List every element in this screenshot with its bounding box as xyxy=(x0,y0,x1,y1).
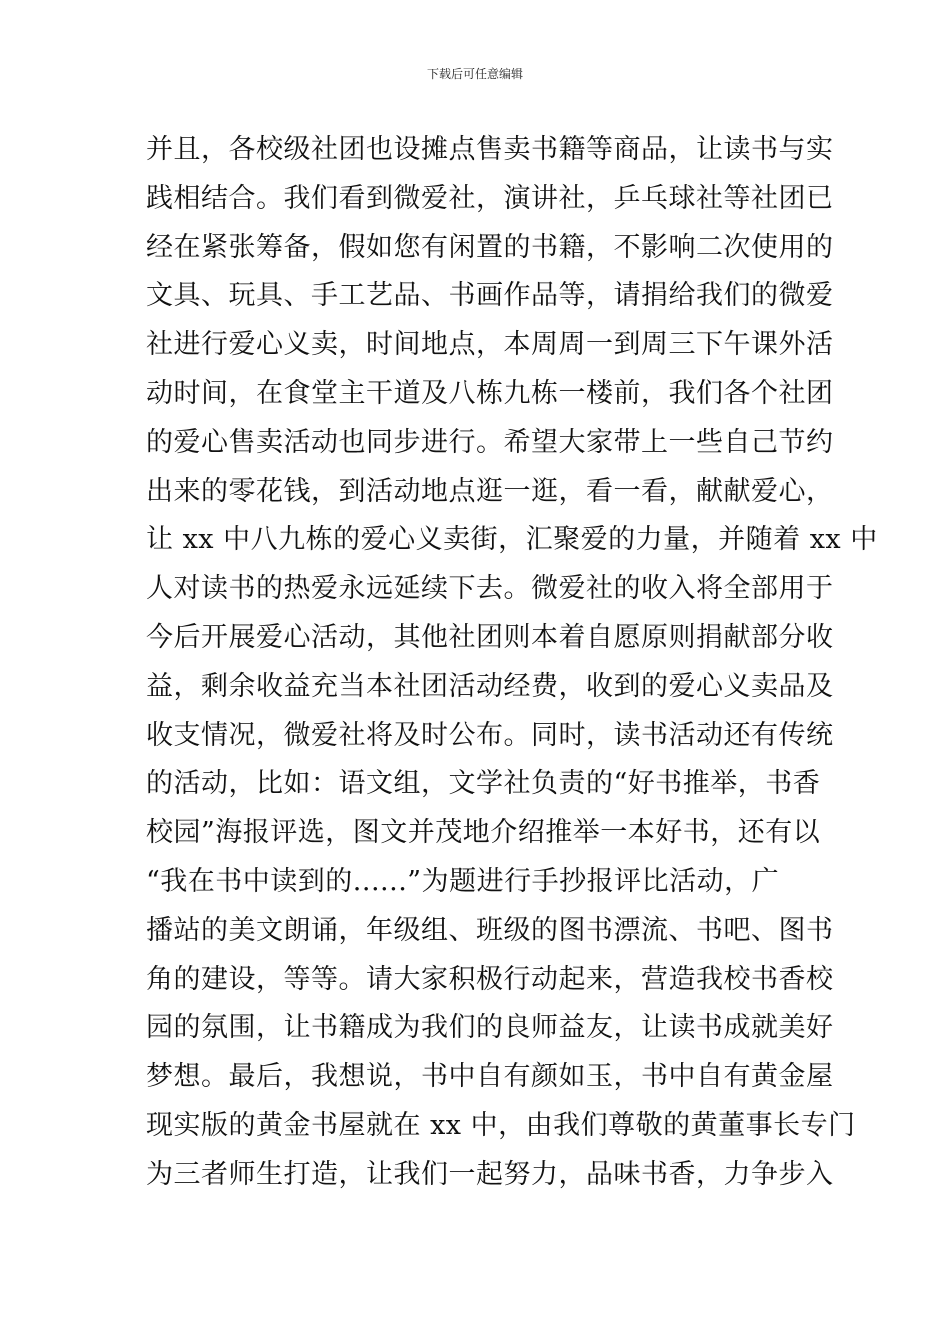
text-line: 现实版的黄金书屋就在 xx 中，由我们尊敬的黄董事长专门 xyxy=(146,1109,856,1141)
text-line: “我在书中读到的......”为题进行手抄报评比活动，广 xyxy=(146,865,780,897)
page-header: 下载后可任意编辑 xyxy=(426,67,523,81)
text-line: 今后开展爱心活动，其他社团则本着自愿原则捐献部分收 xyxy=(146,621,834,653)
text-line: 的活动，比如：语文组，文学社负责的“好书推举，书香 xyxy=(146,768,821,800)
text-line: 让 xx 中八九栋的爱心义卖街，汇聚爱的力量，并随着 xx 中 xyxy=(146,524,878,556)
text-line: 出来的零花钱，到活动地点逛一逛，看一看，献献爱心， xyxy=(146,475,834,507)
document-body xyxy=(146,126,878,1200)
text-line: 为三者师生打造，让我们一起努力，品味书香，力争步入 xyxy=(146,1158,834,1190)
text-line: 践相结合。我们看到微爱社，演讲社，乒乓球社等社团已 xyxy=(146,182,834,214)
text-line: 园的氛围，让书籍成为我们的良师益友，让读书成就美好 xyxy=(146,1012,834,1044)
text-line: 经在紧张筹备，假如您有闲置的书籍，不影响二次使用的 xyxy=(146,231,834,263)
text-line: 角的建设，等等。请大家积极行动起来，营造我校书香校 xyxy=(146,963,834,995)
text-line: 并且，各校级社团也设摊点售卖书籍等商品，让读书与实 xyxy=(146,134,834,165)
text-line: 播站的美文朗诵，年级组、班级的图书漂流、书吧、图书 xyxy=(146,914,834,946)
text-line: 校园”海报评选，图文并茂地介绍推举一本好书，还有以 xyxy=(146,817,821,849)
text-line: 动时间，在食堂主干道及八栋九栋一楼前，我们各个社团 xyxy=(146,377,834,409)
text-line: 的爱心售卖活动也同步进行。希望大家带上一些自己节约 xyxy=(146,426,834,458)
text-line: 收支情况，微爱社将及时公布。同时，读书活动还有传统 xyxy=(146,719,834,751)
text-line: 人对读书的热爱永远延续下去。微爱社的收入将全部用于 xyxy=(146,573,834,605)
text-line: 梦想。最后，我想说，书中自有颜如玉，书中自有黄金屋 xyxy=(146,1061,834,1093)
text-line: 益，剩余收益充当本社团活动经费，收到的爱心义卖品及 xyxy=(146,670,834,702)
text-line: 社进行爱心义卖，时间地点，本周周一到周三下午课外活 xyxy=(146,329,834,361)
text-line: 文具、玩具、手工艺品、书画作品等，请捐给我们的微爱 xyxy=(146,280,834,312)
